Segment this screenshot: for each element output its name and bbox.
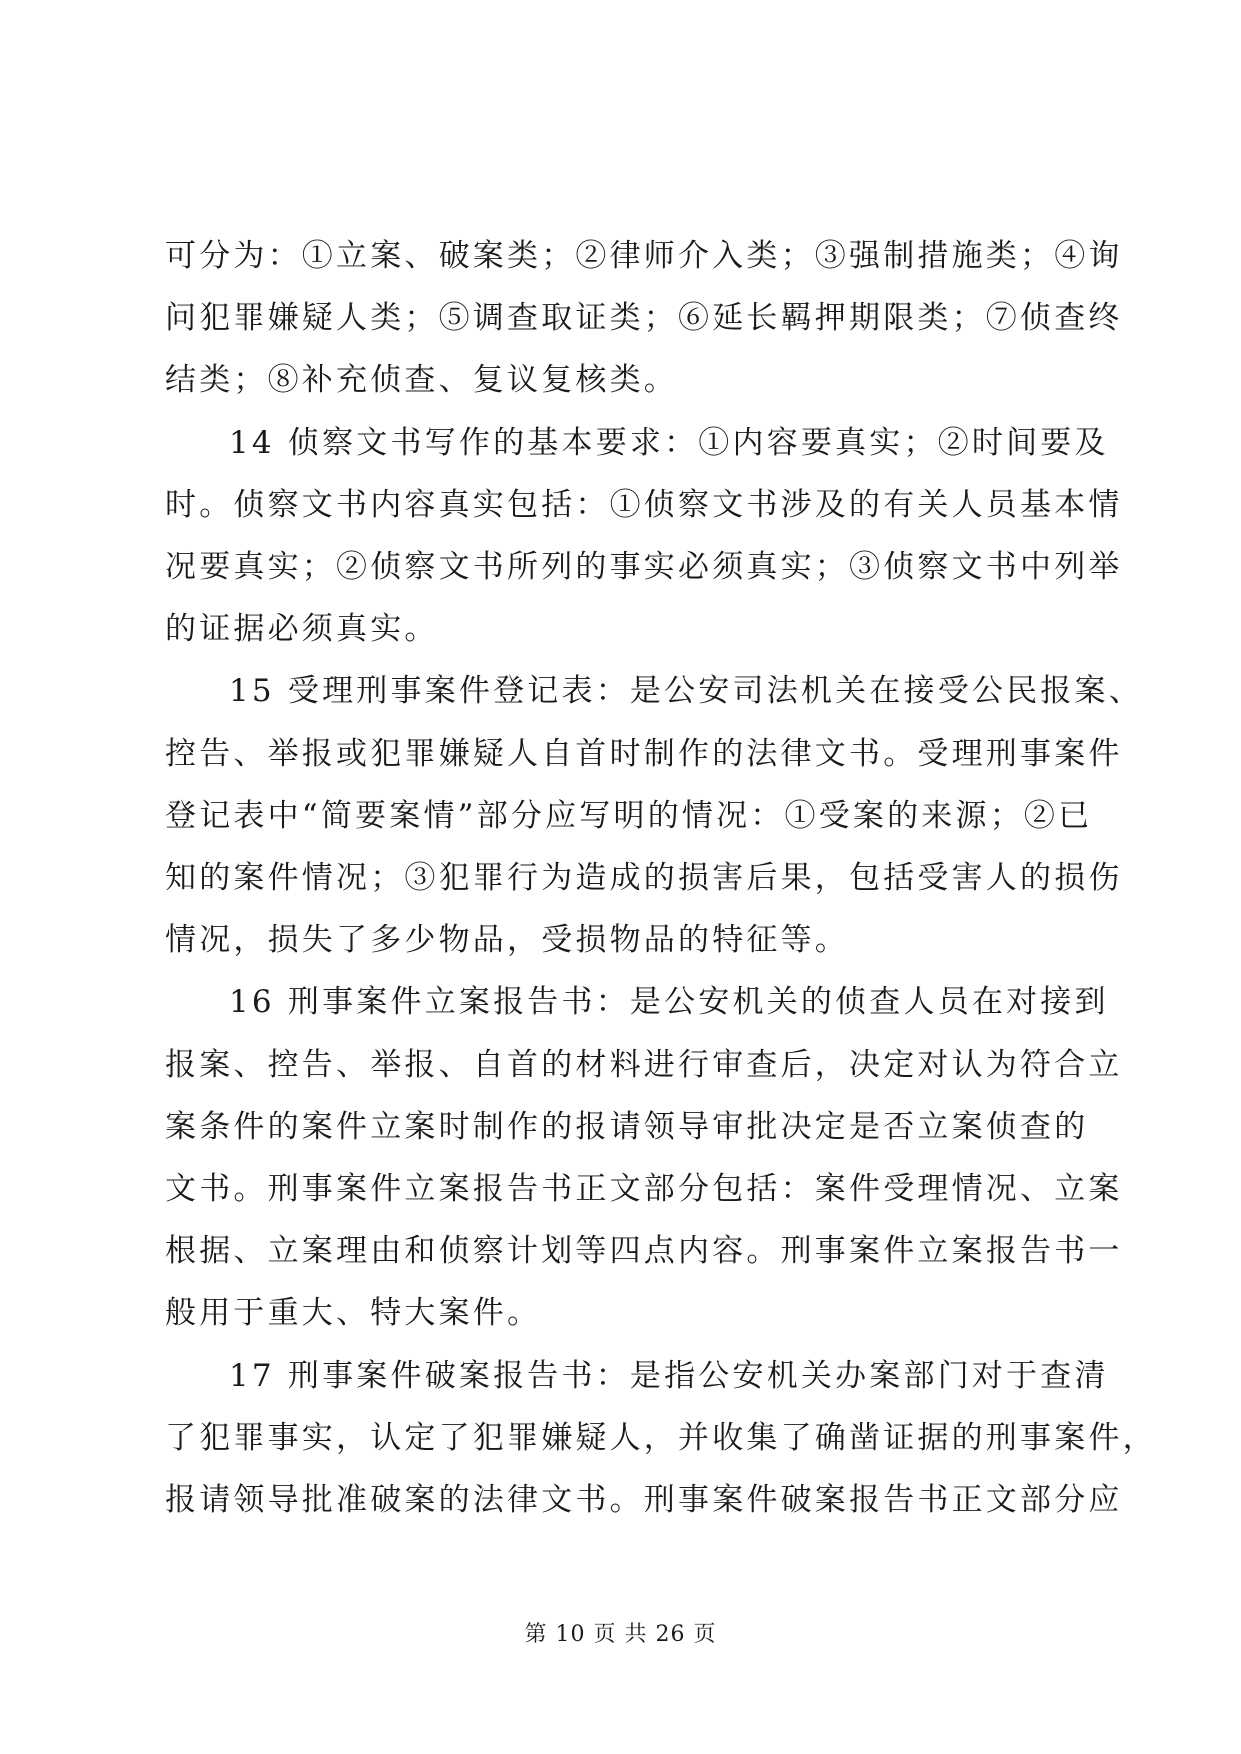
text-line: 了犯罪事实，认定了犯罪嫌疑人，并收集了确凿证据的刑事案件，: [165, 1419, 1157, 1456]
text-line: 情况，损失了多少物品，受损物品的特征等。: [165, 922, 849, 959]
text-lines: [165, 225, 1157, 1531]
text-line: 14 侦察文书写作的基本要求：①内容要真实；②时间要及: [229, 424, 1109, 461]
page-footer: 第 10 页 共 26 页: [524, 1622, 717, 1647]
text-line: 结类；⑧补充侦查、复议复核类。: [165, 362, 678, 399]
text-line: 15 受理刑事案件登记表：是公安司法机关在接受公民报案、: [229, 673, 1143, 710]
text-line: 的证据必须真实。: [165, 611, 439, 648]
text-line: 报案、控告、举报、自首的材料进行审查后，决定对认为符合立: [165, 1046, 1123, 1083]
text-line: 报请领导批准破案的法律文书。刑事案件破案报告书正文部分应: [165, 1482, 1123, 1519]
text-line: 时。侦察文书内容真实包括：①侦察文书涉及的有关人员基本情: [165, 486, 1123, 523]
text-line: 16 刑事案件立案报告书：是公安机关的侦查人员在对接到: [229, 984, 1109, 1021]
text-line: 般用于重大、特大案件。: [165, 1295, 542, 1332]
text-line: 文书。刑事案件立案报告书正文部分包括：案件受理情况、立案: [165, 1171, 1123, 1208]
text-line: 登记表中“简要案情”部分应写明的情况：①受案的来源；②已: [165, 797, 1093, 834]
text-line: 问犯罪嫌疑人类；⑤调查取证类；⑥延长羁押期限类；⑦侦查终: [165, 300, 1123, 337]
text-line: 可分为：①立案、破案类；②律师介入类；③强制措施类；④询: [165, 238, 1123, 274]
text-line: 17 刑事案件破案报告书：是指公安机关办案部门对于查清: [229, 1357, 1109, 1394]
body-text: [165, 225, 1157, 1531]
text-line: 案条件的案件立案时制作的报请领导审批决定是否立案侦查的: [165, 1108, 1089, 1145]
text-line: 根据、立案理由和侦察计划等四点内容。刑事案件立案报告书一: [165, 1233, 1123, 1270]
text-line: 知的案件情况；③犯罪行为造成的损害后果，包括受害人的损伤: [165, 860, 1123, 897]
text-line: 况要真实；②侦察文书所列的事实必须真实；③侦察文书中列举: [165, 549, 1123, 586]
text-line: 控告、举报或犯罪嫌疑人自首时制作的法律文书。受理刑事案件: [165, 735, 1123, 772]
